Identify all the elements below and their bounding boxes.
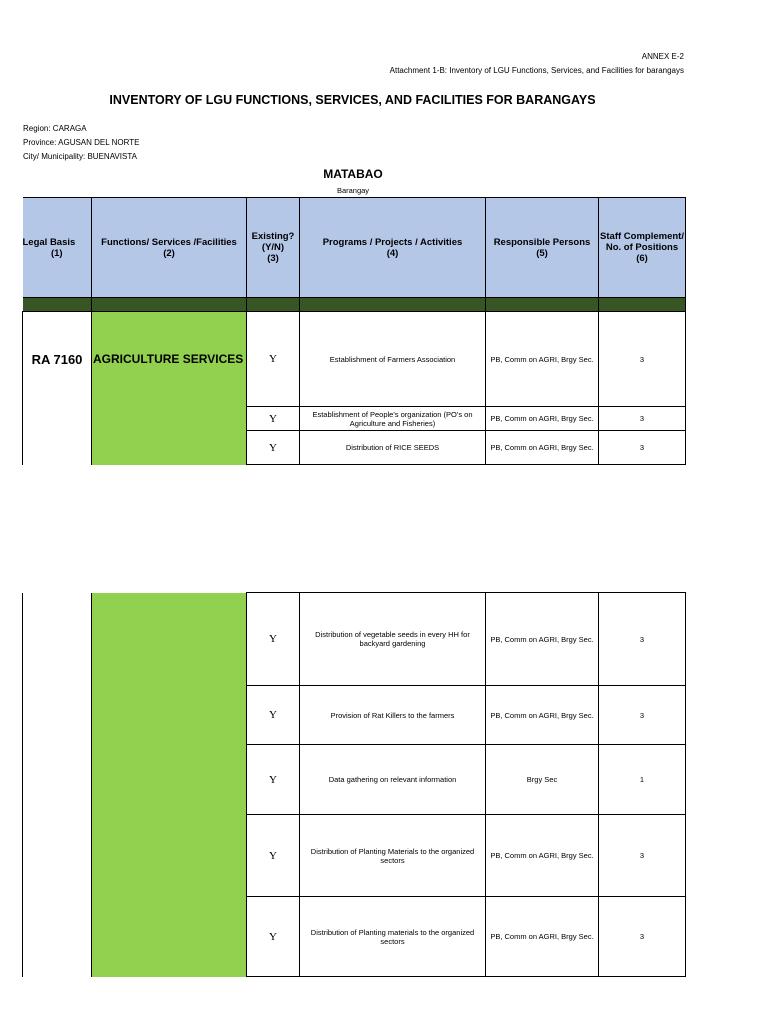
responsible-cell: PB, Comm on AGRI, Brgy Sec. [486, 407, 599, 431]
existing-cell: Y [247, 593, 300, 686]
col-header-existing [247, 198, 300, 298]
col-header-number: (1) [50, 247, 63, 259]
col-header-label: Programs / Projects / Activities [322, 236, 463, 248]
col-header-number: (4) [386, 247, 399, 259]
existing-cell: Y [247, 312, 300, 407]
existing-cell: Y [247, 686, 300, 745]
col-header-staff [599, 198, 686, 298]
existing-cell: Y [247, 407, 300, 431]
responsible-cell: PB, Comm on AGRI, Brgy Sec. [486, 312, 599, 407]
barangay-name: MATABAO [323, 167, 383, 181]
staff-cell: 3 [599, 431, 686, 465]
program-cell: Provision of Rat Killers to the farmers [300, 686, 486, 745]
staff-cell: 3 [599, 407, 686, 431]
existing-cell: Y [247, 815, 300, 897]
legal-basis-cell: RA 7160 [23, 312, 92, 465]
program-cell: Distribution of RICE SEEDS [300, 431, 486, 465]
city-label: City/ Municipality: BUENAVISTA [23, 152, 137, 161]
responsible-cell: PB, Comm on AGRI, Brgy Sec. [486, 897, 599, 977]
staff-cell: 3 [599, 593, 686, 686]
table-header-row [23, 198, 686, 298]
program-cell: Establishment of Farmers Association [300, 312, 486, 407]
existing-cell: Y [247, 897, 300, 977]
responsible-cell: Brgy Sec [486, 745, 599, 815]
col-header-number: (5) [536, 247, 548, 259]
program-cell: Distribution of Planting Materials to the organized sectors [300, 815, 486, 897]
program-cell: Distribution of Planting materials to the organized sectors [300, 897, 486, 977]
program-cell: Establishment of People's organization (PO's on Agriculture and Fisheries) [300, 407, 486, 431]
function-cell-continued [92, 593, 247, 977]
program-cell: Distribution of vegetable seeds in every HH for backyard gardening [300, 593, 486, 686]
col-header-label: Functions/ Services /Facilities [101, 236, 237, 248]
col-header-number: (3) [267, 253, 279, 264]
attachment-label: Attachment 1-B: Inventory of LGU Functions, Services, and Facilities for barangays [389, 66, 684, 75]
col-header-number: (2) [163, 247, 175, 259]
table-row [23, 593, 686, 686]
province-label: Province: AGUSAN DEL NORTE [23, 138, 140, 147]
staff-cell: 3 [599, 815, 686, 897]
col-header-label: Existing? (Y/N) [251, 231, 295, 253]
function-cell: AGRICULTURE SERVICES [92, 312, 247, 465]
responsible-cell: PB, Comm on AGRI, Brgy Sec. [486, 431, 599, 465]
inventory-table-page2 [22, 592, 686, 977]
header-band-row [23, 298, 686, 312]
col-header-label: Staff Complement/ No. of Positions [600, 231, 684, 253]
program-cell: Data gathering on relevant information [300, 745, 486, 815]
staff-cell: 3 [599, 897, 686, 977]
barangay-label: Barangay [336, 186, 370, 195]
col-header-label: Legal Basis [22, 236, 76, 248]
col-header-responsible [486, 198, 599, 298]
inventory-table-page1 [22, 197, 686, 465]
legal-basis-cell-continued [23, 593, 92, 977]
responsible-cell: PB, Comm on AGRI, Brgy Sec. [486, 815, 599, 897]
staff-cell: 3 [599, 686, 686, 745]
staff-cell: 1 [599, 745, 686, 815]
col-header-label: Responsible Persons [493, 236, 591, 248]
staff-cell: 3 [599, 312, 686, 407]
table-row [23, 312, 686, 407]
col-header-number: (6) [636, 253, 648, 264]
existing-cell: Y [247, 431, 300, 465]
existing-cell: Y [247, 745, 300, 815]
col-header-programs [300, 198, 486, 298]
responsible-cell: PB, Comm on AGRI, Brgy Sec. [486, 686, 599, 745]
col-header-functions [92, 198, 247, 298]
region-label: Region: CARAGA [23, 124, 87, 133]
responsible-cell: PB, Comm on AGRI, Brgy Sec. [486, 593, 599, 686]
col-header-legal-basis [23, 198, 92, 298]
annex-label: ANNEX E-2 [641, 52, 684, 61]
page-title: INVENTORY OF LGU FUNCTIONS, SERVICES, AND FACILITIES FOR BARANGAYS [109, 93, 596, 107]
